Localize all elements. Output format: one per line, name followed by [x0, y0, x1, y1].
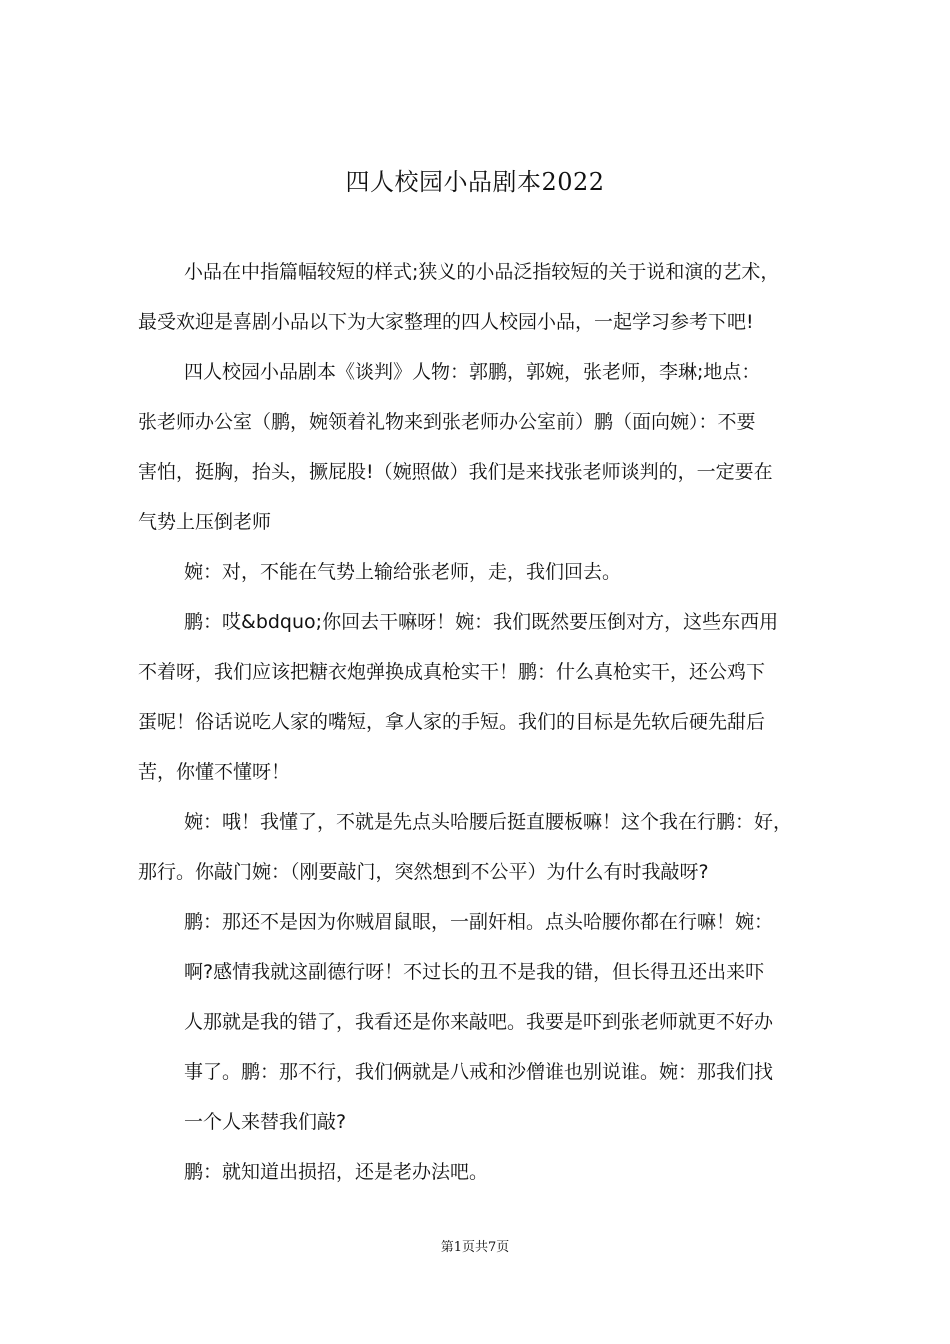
- body-line: 那行。你敲门婉：（刚要敲门，突然想到不公平）为什么有时我敲呀?: [138, 861, 709, 883]
- body-line: 啊?感情我就这副德行呀！不过长的丑不是我的错，但长得丑还出来吓: [184, 961, 765, 983]
- body-line: 一个人来替我们敲?: [184, 1111, 347, 1133]
- page-number: 第1页共7页: [440, 1240, 510, 1255]
- body-line: 人那就是我的错了，我看还是你来敲吧。我要是吓到张老师就更不好办: [184, 1011, 774, 1033]
- body-line: 最受欢迎是喜剧小品以下为大家整理的四人校园小品，一起学习参考下吧!: [138, 311, 754, 333]
- body-line: 气势上压倒老师: [138, 511, 272, 533]
- body-line: 事了。鹏：那不行，我们俩就是八戒和沙僧谁也别说谁。婉：那我们找: [184, 1061, 774, 1083]
- body-line: 小品在中指篇幅较短的样式;狭义的小品泛指较短的关于说和演的艺术，: [184, 261, 780, 283]
- body-line: 张老师办公室（鹏，婉领着礼物来到张老师办公室前）鹏（面向婉）：不要: [138, 411, 756, 433]
- body-line: 婉：对，不能在气势上输给张老师，走，我们回去。: [184, 561, 622, 583]
- body-line: 鹏：就知道出损招，还是老办法吧。: [184, 1161, 489, 1183]
- body-line: 鹏：那还不是因为你贼眉鼠眼，一副奸相。点头哈腰你都在行嘛！婉：: [184, 911, 774, 933]
- body-line: 婉：哦！我懂了，不就是先点头哈腰后挺直腰板嘛！这个我在行鹏：好，: [184, 811, 793, 833]
- document-title: 四人校园小品剧本2022: [345, 168, 605, 196]
- document-body: [138, 247, 828, 1197]
- body-line: 不着呀，我们应该把糖衣炮弹换成真枪实干！鹏：什么真枪实干，还公鸡下: [138, 661, 766, 683]
- body-line: 害怕，挺胸，抬头，撅屁股!（婉照做）我们是来找张老师谈判的，一定要在: [138, 461, 773, 483]
- body-line: 四人校园小品剧本《谈判》人物：郭鹏，郭婉，张老师，李琳;地点：: [184, 361, 761, 383]
- body-line: 鹏：哎&bdquo;你回去干嘛呀！婉：我们既然要压倒对方，这些东西用: [184, 611, 779, 633]
- body-line: 苦，你懂不懂呀！: [138, 761, 291, 783]
- body-line: 蛋呢！俗话说吃人家的嘴短，拿人家的手短。我们的目标是先软后硬先甜后: [138, 711, 766, 733]
